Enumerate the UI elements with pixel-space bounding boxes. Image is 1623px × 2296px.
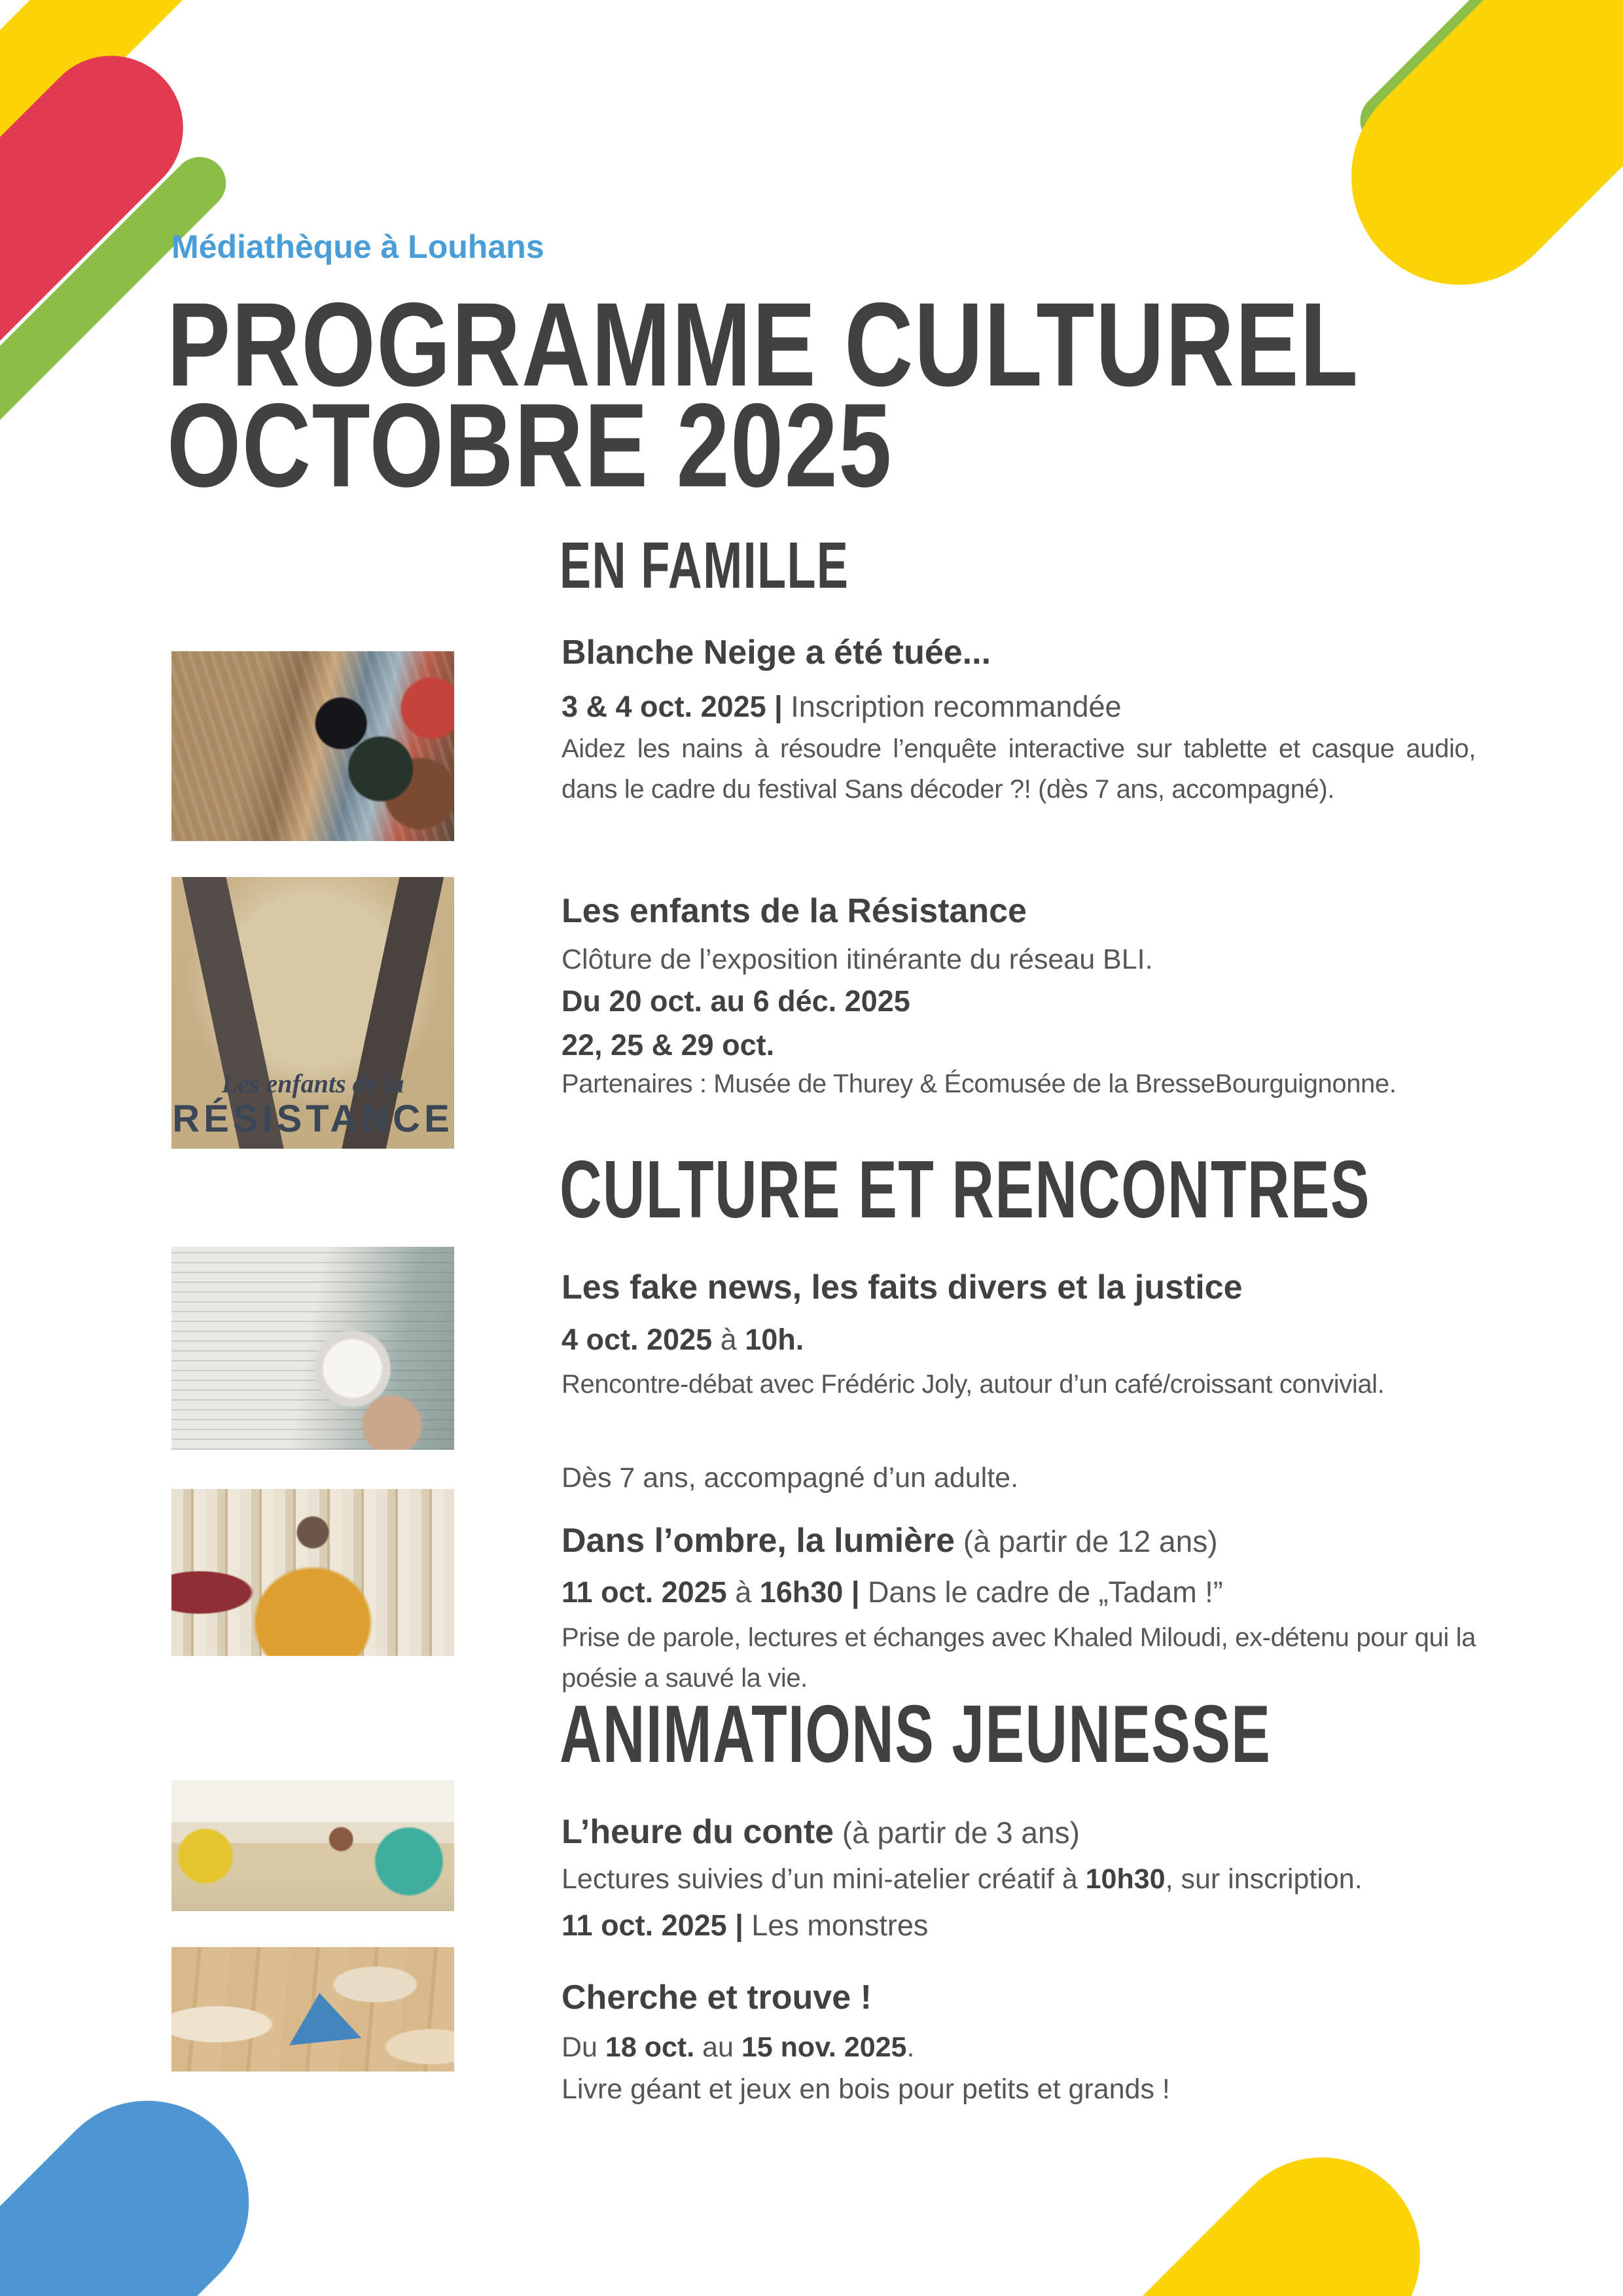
section-heading-culture-et-rencontres: CULTURE ET RENCONTRES [560, 1145, 1370, 1235]
photo-couverture-les-enfants-de-la-resistance [171, 877, 454, 1149]
date-bold: Du 20 oct. au 6 déc. 2025 [562, 984, 910, 1018]
event-body-fake-news: Rencontre-débat avec Frédéric Joly, autour d’un café/croissant convivial. [562, 1370, 1385, 1399]
photo-khaled-miloudi-bibliotheque [171, 1489, 454, 1656]
title-age: (à partir de 12 ans) [955, 1524, 1218, 1558]
title-age: (à partir de 3 ans) [834, 1816, 1080, 1850]
event-note-fake-news: Dès 7 ans, accompagné d’un adulte. [562, 1462, 1019, 1494]
date-bold: 11 oct. 2025 | [562, 1909, 752, 1942]
cover-title-line1: Les enfants de la [221, 1069, 404, 1098]
line-post: , sur inscription. [1165, 1863, 1363, 1895]
event-date-cherche-et-trouve [562, 2029, 1476, 2066]
event-info-resistance: Clôture de l’exposition itinérante du réseau BLI. [562, 944, 1153, 975]
event-info-heure-du-conte [562, 1861, 1476, 1897]
title-bold: L’heure du conte [562, 1813, 834, 1851]
event-date-fake-news [562, 1321, 1476, 1358]
d3: au [694, 2032, 741, 2063]
event-title-fake-news: Les fake news, les faits divers et la justice [562, 1268, 1243, 1306]
line-bold: 10h30 [1085, 1863, 1166, 1895]
d1: Du [562, 2032, 605, 2063]
library-tagline: Médiathèque à Louhans [171, 228, 544, 265]
photo-jeux-en-bois [171, 1947, 454, 2072]
event-title-heure-du-conte [562, 1812, 1476, 1852]
corner-shape-blue-bottom-left [0, 2059, 291, 2296]
event-date-resistance-1 [562, 983, 1476, 1020]
page-title-line1: PROGRAMME CULTUREL [167, 278, 1359, 411]
date-rest: Inscription recommandée [791, 690, 1122, 723]
event-date-heure-du-conte [562, 1907, 1476, 1944]
d4: 15 nov. 2025 [741, 2032, 907, 2063]
event-body-resistance: Partenaires : Musée de Thurey & Écomusée de la BresseBourguignonne. [562, 1069, 1397, 1098]
d5: . [906, 2032, 915, 2063]
event-body-ombre-lumiere: Prise de parole, lectures et échanges avec Khaled Miloudi, ex-détenu pour qui la poésie a sauvé la vie. [562, 1623, 1476, 1693]
d2: 18 oct. [605, 2032, 695, 2063]
title-bold: Dans l’ombre, la lumière [562, 1522, 955, 1560]
section-heading-en-famille: EN FAMILLE [560, 529, 849, 602]
event-title-blanche-neige: Blanche Neige a été tuée... [562, 634, 991, 672]
wooden-blue-triangle [289, 1993, 361, 2045]
date-rest: à [712, 1323, 745, 1356]
photo-atelier-heure-du-conte [171, 1780, 454, 1911]
date-rest-2: Dans le cadre de „Tadam !” [867, 1575, 1223, 1609]
date-rest: Les monstres [751, 1909, 929, 1942]
event-title-cherche-et-trouve: Cherche et trouve ! [562, 1979, 872, 2017]
event-date-resistance-2 [562, 1027, 1476, 1064]
photo-journal-cafe [171, 1247, 454, 1450]
date-bold-2: 16h30 | [759, 1575, 868, 1609]
date-rest: à [726, 1575, 760, 1609]
event-date-ombre-lumiere [562, 1574, 1476, 1611]
event-date-blanche-neige [562, 689, 1476, 725]
date-bold: 3 & 4 oct. 2025 | [562, 690, 791, 723]
date-bold: 4 oct. 2025 [562, 1323, 713, 1356]
corner-shape-yellow-bottom-right [952, 2117, 1461, 2296]
event-title-ombre-lumiere [562, 1521, 1476, 1561]
date-bold: 22, 25 & 29 oct. [562, 1028, 775, 1062]
cover-title-line2: RÉSISTANCE [172, 1098, 454, 1140]
line-pre: Lectures suivies d’un mini-atelier créatif à [562, 1863, 1086, 1895]
date-bold: 11 oct. 2025 [562, 1575, 727, 1609]
photo-blanche-neige-tablette [171, 651, 454, 841]
page-title [167, 278, 1359, 512]
event-title-resistance: Les enfants de la Résistance [562, 892, 1027, 930]
date-bold-2: 10h. [745, 1323, 804, 1356]
event-body-blanche-neige: Aidez les nains à résoudre l’enquête interactive sur tablette et casque audio, dans le cadre du festival Sans décoder ?! (dès 7 ans, accompagné). [562, 734, 1476, 804]
section-heading-animations-jeunesse: ANIMATIONS JEUNESSE [560, 1689, 1272, 1780]
page-title-line2: OCTOBRE 2025 [167, 378, 893, 512]
event-body-cherche-et-trouve: Livre géant et jeux en bois pour petits et grands ! [562, 2073, 1170, 2105]
